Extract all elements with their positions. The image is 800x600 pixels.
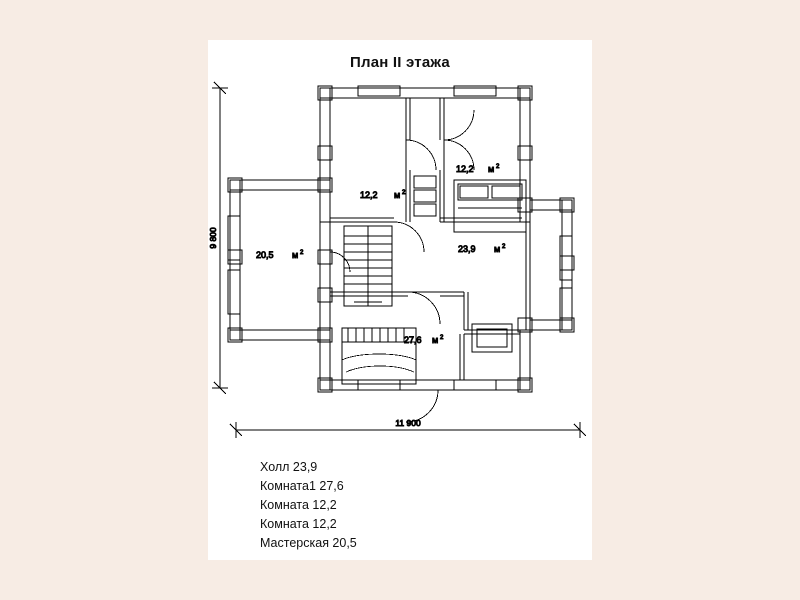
drawing-sheet	[208, 40, 592, 560]
label-room-upper-left-unit: м	[394, 190, 401, 200]
dimension-vertical-label: 9 800	[208, 227, 218, 249]
label-room-upper-right: 12,2	[456, 164, 474, 174]
wall-joint-marks	[228, 86, 574, 392]
legend-item: Комната 12,2	[260, 517, 337, 531]
staircase	[344, 226, 392, 306]
furniture-table	[472, 324, 512, 352]
label-room-upper-left: 12,2	[360, 190, 378, 200]
label-room-bedroom: 27,6	[404, 335, 422, 345]
label-room-bedroom-sup: 2	[440, 335, 444, 341]
label-room-hall-unit: м	[494, 244, 501, 254]
page-title: План II этажа	[350, 54, 450, 71]
walls-outline	[230, 88, 572, 390]
legend-item: Комната 12,2	[260, 498, 337, 512]
interior-partitions	[330, 98, 530, 380]
label-room-upper-left-sup: 2	[402, 190, 406, 196]
label-room-bedroom-unit: м	[432, 335, 439, 345]
label-room-hall-sup: 2	[502, 244, 506, 250]
label-room-hall: 23,9	[458, 244, 476, 254]
legend	[260, 458, 357, 553]
legend-item: Холл 23,9	[260, 460, 318, 474]
label-room-upper-right-unit: м	[488, 164, 495, 174]
furniture-shelves	[414, 176, 436, 216]
dimension-horizontal-label: 11 900	[395, 418, 421, 428]
label-room-upper-right-sup: 2	[496, 164, 500, 170]
label-room-workshop-unit: м	[292, 250, 299, 260]
furniture-bed-upper	[454, 180, 526, 232]
label-room-workshop: 20,5	[256, 250, 274, 260]
doors	[330, 110, 474, 422]
legend-item: Комната1 27,6	[260, 479, 344, 493]
label-room-workshop-sup: 2	[300, 250, 304, 256]
legend-item: Мастерская 20,5	[260, 536, 357, 550]
